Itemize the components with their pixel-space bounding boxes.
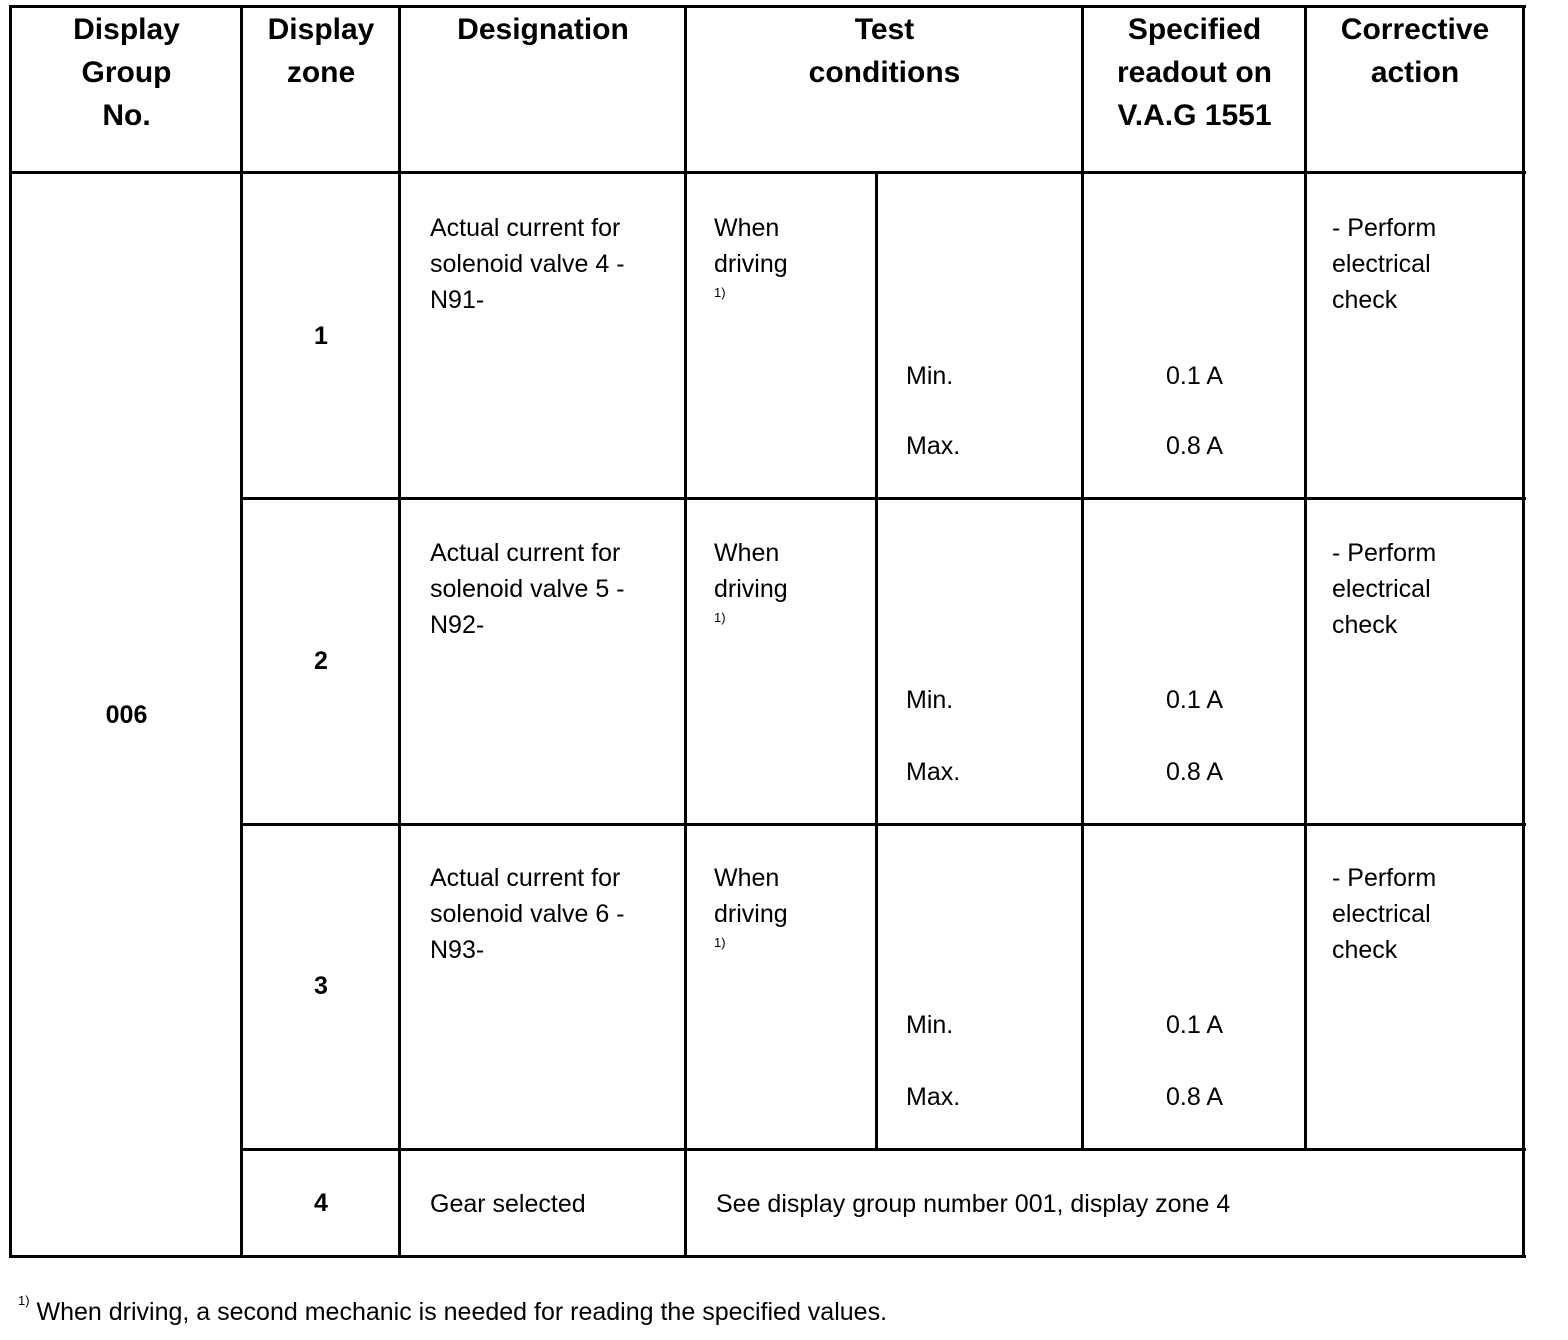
max-value: 0.8 A (1166, 758, 1223, 786)
min-label: Min. (906, 362, 954, 390)
corrective-action: - Perform electrical check (1332, 539, 1437, 639)
test-condition: When driving (714, 214, 788, 278)
header-test-conditions: Test conditions (808, 13, 961, 89)
test-condition: When driving (714, 864, 788, 928)
footnote-ref: 1) (714, 285, 726, 300)
corrective-action: - Perform electrical check (1332, 214, 1437, 314)
table-border-right (1522, 5, 1525, 1258)
designation: Gear selected (430, 1190, 586, 1218)
min-value: 0.1 A (1166, 1011, 1223, 1039)
min-value: 0.1 A (1166, 686, 1223, 714)
max-label: Max. (906, 1083, 961, 1111)
corrective-action: - Perform electrical check (1332, 864, 1437, 964)
footnote-text: When driving, a second mechanic is needed for reading the specified values. (36, 1298, 888, 1326)
footnote-marker: 1) (18, 1293, 30, 1308)
header-designation: Designation (457, 13, 629, 46)
header-divider (10, 171, 1526, 174)
designation: Actual current for solenoid valve 6 - N93- (430, 864, 625, 964)
test-condition: When driving (714, 539, 788, 603)
column-divider (398, 5, 401, 1258)
zone-number: 3 (314, 972, 328, 1000)
header-specified-readout: Specified readout on V.A.G 1551 (1117, 13, 1272, 132)
row-divider (241, 497, 1526, 500)
table-border-bottom (10, 1255, 1526, 1258)
column-divider (684, 5, 687, 1258)
header-display-group: Display Group No. (73, 13, 180, 132)
max-label: Max. (906, 758, 961, 786)
row-divider (241, 823, 1526, 826)
column-divider (240, 5, 243, 1258)
cross-reference-note: See display group number 001, display zone 4 (716, 1190, 1231, 1218)
row-divider (241, 1148, 1526, 1151)
designation: Actual current for solenoid valve 5 - N92- (430, 539, 625, 639)
zone-number: 1 (314, 322, 328, 350)
min-value: 0.1 A (1166, 362, 1223, 390)
max-label: Max. (906, 432, 961, 460)
group-number: 006 (105, 701, 148, 729)
zone-number: 2 (314, 647, 328, 675)
footnote-ref: 1) (714, 935, 726, 950)
max-value: 0.8 A (1166, 1083, 1223, 1111)
min-label: Min. (906, 1011, 954, 1039)
footnote-ref: 1) (714, 610, 726, 625)
zone-number: 4 (314, 1189, 328, 1217)
column-divider (1081, 5, 1084, 1151)
table-border-left (9, 5, 12, 1258)
header-display-zone: Display zone (267, 13, 375, 89)
header-corrective-action: Corrective action (1340, 13, 1490, 89)
designation: Actual current for solenoid valve 4 - N91- (430, 214, 625, 314)
footnote (18, 1294, 887, 1330)
column-divider (1304, 5, 1307, 1151)
max-value: 0.8 A (1166, 432, 1223, 460)
column-divider (875, 171, 878, 1151)
min-label: Min. (906, 686, 954, 714)
